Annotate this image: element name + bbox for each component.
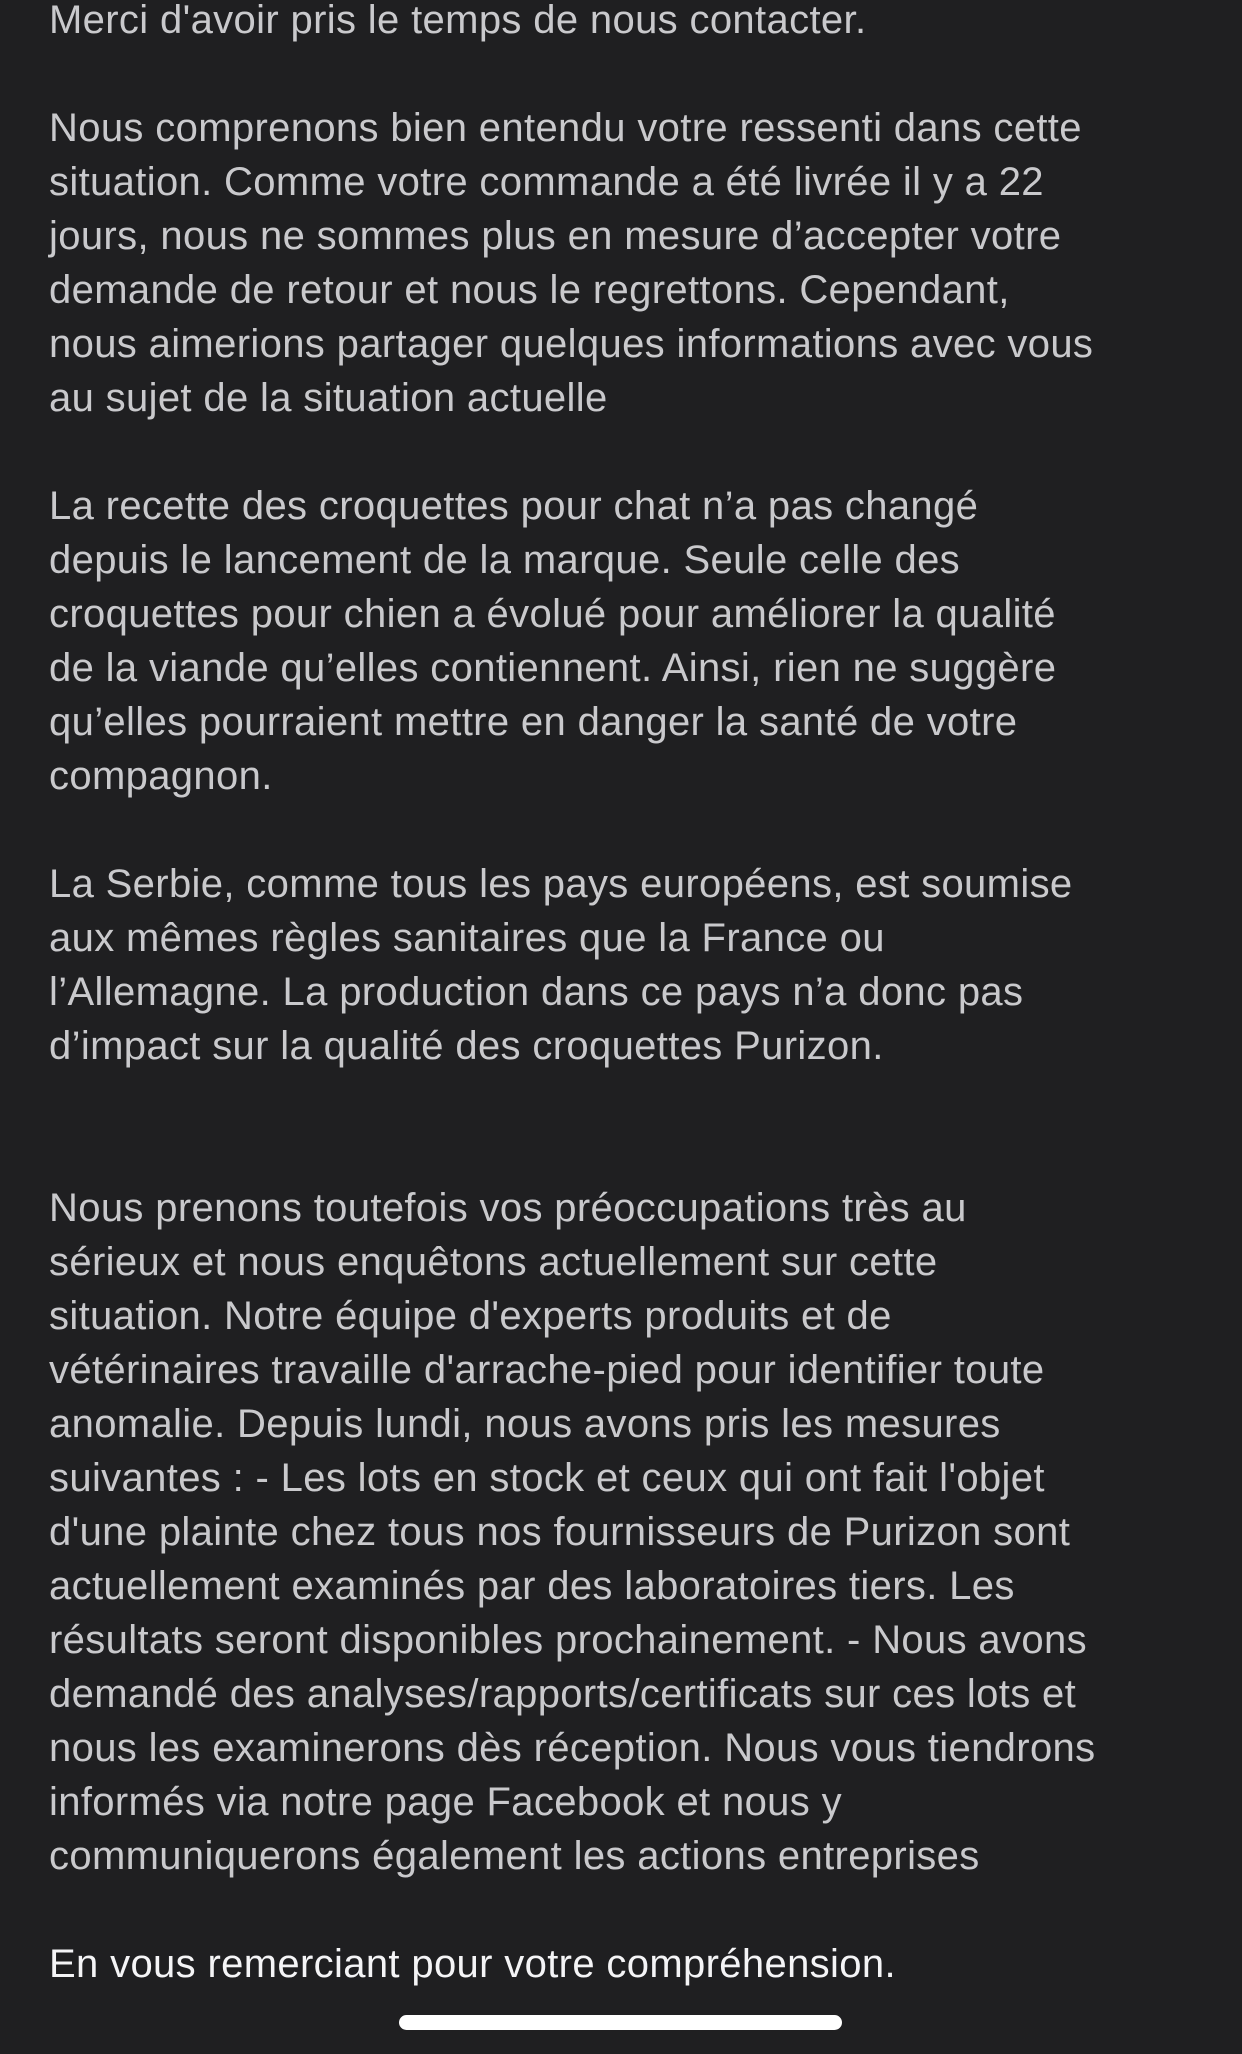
home-indicator-bar[interactable]: [399, 2015, 842, 2030]
message-body: [49, 0, 1209, 1991]
paragraph-spacer: [49, 47, 1209, 101]
paragraph-spacer: [49, 803, 1209, 857]
paragraph-spacer: [49, 1883, 1209, 1937]
message-paragraph-return-refusal: Nous comprenons bien entendu votre ressenti dans cette situation. Comme votre commande a été livrée il y a 22 jours, nous ne sommes plus en mesure d’accepter votre demande de retour et nous le regrettons. Cependant, nous aimerions partager quelques informations avec vous au sujet de la situation actuelle: [49, 106, 1094, 420]
message-paragraph-greeting: Merci d'avoir pris le temps de nous contacter.: [49, 0, 867, 42]
message-paragraph-closing: En vous remerciant pour votre compréhension.: [49, 1942, 896, 1986]
message-paragraph-recipe: La recette des croquettes pour chat n’a pas changé depuis le lancement de la marque. Seule celle des croquettes pour chien a évolué pour améliorer la qualité de la viande qu’elles contiennent. Ainsi, rien ne suggère qu’elles pourraient mettre en danger la santé de votre compagnon.: [49, 484, 1057, 798]
message-paragraph-investigation: Nous prenons toutefois vos préoccupations très au sérieux et nous enquêtons actuellement sur cette situation. Notre équipe d'experts produits et de vétérinaires travaille d'arrache-pied pour identifier toute anomalie. Depuis lundi, nous avons pris les mesures suivantes : - Les lots en stock et ceux qui ont fait l'objet d'une plainte chez tous nos fournisseurs de Purizon sont actuellement examinés par des laboratoires tiers. Les résultats seront disponibles prochainement. - Nous avons demandé des analyses/rapports/certificats sur ces lots et nous les examinerons dès réception. Nous vous tiendrons informés via notre page Facebook et nous y communiquerons également les actions entreprises: [49, 1186, 1096, 1878]
paragraph-spacer: [49, 1073, 1209, 1181]
message-paragraph-serbia: La Serbie, comme tous les pays européens, est soumise aux mêmes règles sanitaires que la France ou l’Allemagne. La production dans ce pays n’a donc pas d’impact sur la qualité des croquettes Purizon.: [49, 862, 1073, 1068]
paragraph-spacer: [49, 425, 1209, 479]
